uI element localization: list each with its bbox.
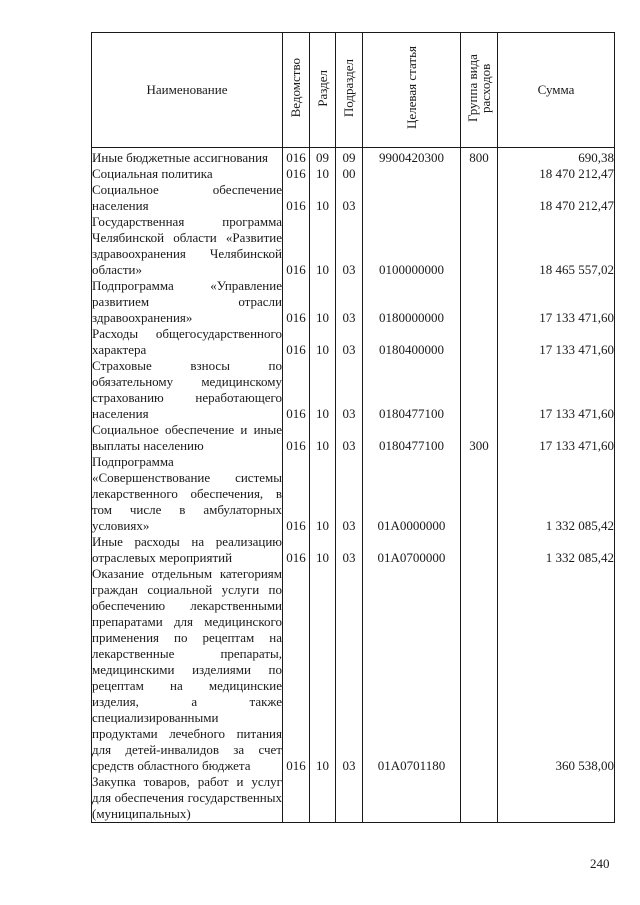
table-row	[92, 774, 615, 823]
cell-amount: 1 332 085,42	[498, 534, 615, 566]
cell-amount: 17 133 471,60	[498, 278, 615, 326]
cell-target-article: 01А0701180	[363, 566, 461, 774]
header-section: Раздел	[310, 33, 336, 148]
header-name: Наименование	[92, 33, 283, 148]
table-row	[92, 148, 615, 167]
cell-amount: 690,38	[498, 148, 615, 167]
cell-department: 016	[283, 278, 310, 326]
cell-expense-group	[461, 566, 498, 774]
cell-name: Социальная политика	[92, 166, 283, 182]
cell-subsection: 03	[336, 422, 363, 454]
cell-target-article: 0100000000	[363, 214, 461, 278]
cell-department: 016	[283, 534, 310, 566]
header-target-article: Целевая статья	[363, 33, 461, 148]
cell-name: Иные бюджетные ассигнования	[92, 148, 283, 167]
cell-expense-group	[461, 278, 498, 326]
cell-target-article	[363, 774, 461, 823]
table-row	[92, 182, 615, 214]
cell-name: Социальное обеспечение и иные выплаты населению	[92, 422, 282, 453]
cell-subsection: 03	[336, 454, 363, 534]
header-department: Ведомство	[283, 33, 310, 148]
cell-expense-group	[461, 166, 498, 182]
cell-section: 10	[310, 326, 336, 358]
cell-name: Подпрограмма «Управление развитием отрасли здравоохранения»	[92, 278, 282, 325]
cell-subsection: 03	[336, 278, 363, 326]
cell-expense-group	[461, 182, 498, 214]
cell-department: 016	[283, 166, 310, 182]
cell-amount	[498, 774, 615, 823]
table-row	[92, 214, 615, 278]
cell-expense-group	[461, 454, 498, 534]
cell-target-article: 9900420300	[363, 148, 461, 167]
budget-table	[91, 32, 615, 823]
cell-target-article	[363, 182, 461, 214]
cell-subsection: 03	[336, 534, 363, 566]
cell-amount: 17 133 471,60	[498, 326, 615, 358]
cell-amount: 17 133 471,60	[498, 358, 615, 422]
cell-expense-group: 800	[461, 148, 498, 167]
cell-expense-group	[461, 534, 498, 566]
cell-name: Расходы общегосударственного характера	[92, 326, 282, 357]
table-header-row	[92, 33, 615, 148]
cell-section: 10	[310, 422, 336, 454]
cell-section: 09	[310, 148, 336, 167]
cell-department: 016	[283, 326, 310, 358]
table-row	[92, 358, 615, 422]
header-expense-group: Группа вида расходов	[461, 33, 498, 148]
table-row	[92, 454, 615, 534]
cell-amount: 18 470 212,47	[498, 182, 615, 214]
cell-amount: 1 332 085,42	[498, 454, 615, 534]
cell-expense-group: 300	[461, 422, 498, 454]
cell-expense-group	[461, 214, 498, 278]
cell-section: 10	[310, 214, 336, 278]
cell-department: 016	[283, 566, 310, 774]
header-subsection: Подраздел	[336, 33, 363, 148]
table-row	[92, 566, 615, 774]
cell-target-article: 01А0700000	[363, 534, 461, 566]
cell-section: 10	[310, 566, 336, 774]
cell-name: Иные расходы на реализацию отраслевых мероприятий	[92, 534, 282, 565]
cell-subsection: 03	[336, 182, 363, 214]
cell-amount: 18 470 212,47	[498, 166, 615, 182]
cell-name: Оказание отдельным категориям граждан социальной услуги по обеспечению лекарственными препаратами для медицинского применения по рецептам на лекарственные препараты, медицинскими изделиями по рецептам на медицинские изделия, а также специализированными продуктами лечебного питания для детей-инвалидов за счет средств областного бюджета	[92, 566, 282, 773]
cell-department: 016	[283, 214, 310, 278]
header-amount: Сумма	[498, 33, 615, 148]
table-row	[92, 326, 615, 358]
cell-department: 016	[283, 182, 310, 214]
cell-department: 016	[283, 422, 310, 454]
cell-department: 016	[283, 358, 310, 422]
cell-name: Подпрограмма «Совершенствование системы лекарственного обеспечения, в том числе в амбулаторных условиях»	[92, 454, 282, 533]
cell-name: Страховые взносы по обязательному медицинскому страхованию неработающего населения	[92, 358, 282, 421]
cell-section: 10	[310, 454, 336, 534]
cell-expense-group	[461, 326, 498, 358]
cell-target-article: 0180000000	[363, 278, 461, 326]
cell-name: Социальное обеспечение населения	[92, 182, 282, 213]
cell-amount: 17 133 471,60	[498, 422, 615, 454]
cell-section: 10	[310, 358, 336, 422]
table-row	[92, 422, 615, 454]
cell-subsection: 00	[336, 166, 363, 182]
cell-amount: 18 465 557,02	[498, 214, 615, 278]
table-row	[92, 166, 615, 182]
cell-name: Государственная программа Челябинской области «Развитие здравоохранения Челябинской области»	[92, 214, 282, 277]
cell-subsection: 03	[336, 214, 363, 278]
cell-target-article	[363, 166, 461, 182]
cell-amount: 360 538,00	[498, 566, 615, 774]
cell-department: 016	[283, 148, 310, 167]
cell-section	[310, 774, 336, 823]
cell-subsection: 03	[336, 326, 363, 358]
cell-target-article: 0180400000	[363, 326, 461, 358]
cell-subsection: 03	[336, 358, 363, 422]
cell-section: 10	[310, 182, 336, 214]
cell-subsection: 09	[336, 148, 363, 167]
cell-expense-group	[461, 774, 498, 823]
cell-section: 10	[310, 166, 336, 182]
cell-target-article: 0180477100	[363, 358, 461, 422]
cell-subsection: 03	[336, 566, 363, 774]
cell-section: 10	[310, 278, 336, 326]
cell-subsection	[336, 774, 363, 823]
cell-target-article: 01А0000000	[363, 454, 461, 534]
table-row	[92, 278, 615, 326]
table-row	[92, 534, 615, 566]
cell-name: Закупка товаров, работ и услуг для обеспечения государственных (муниципальных)	[92, 774, 282, 821]
cell-target-article: 0180477100	[363, 422, 461, 454]
cell-department	[283, 774, 310, 823]
cell-expense-group	[461, 358, 498, 422]
cell-department: 016	[283, 454, 310, 534]
page-number: 240	[590, 856, 610, 871]
cell-section: 10	[310, 534, 336, 566]
